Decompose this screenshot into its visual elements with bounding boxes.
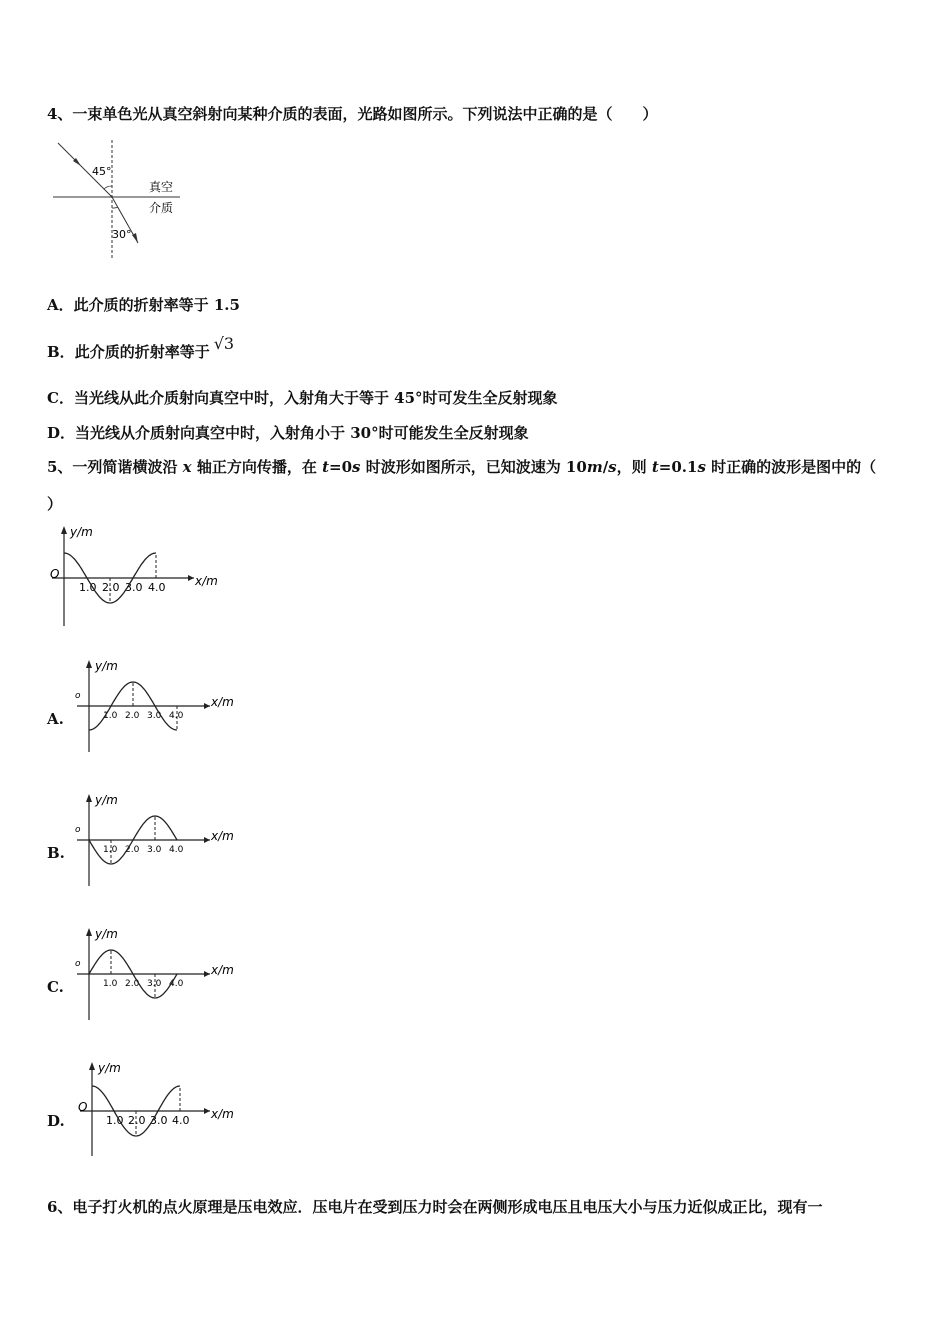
y-axis-label: y/m [70, 525, 93, 539]
y-axis-arrow-icon [61, 526, 67, 534]
y-axis-label: y/m [95, 659, 118, 673]
x-axis-arrow-icon [204, 703, 210, 709]
tick-label: 3.0 [147, 979, 162, 989]
option-text: 此介质的折射率等于 1.5 [73, 296, 240, 314]
angle-arc-bottom [112, 207, 118, 208]
q4-option-a[interactable] [47, 294, 240, 315]
q5-option-a-label[interactable]: A. [47, 710, 64, 728]
q4-option-c[interactable] [47, 387, 558, 408]
label-medium: 介质 [149, 201, 174, 215]
tick-label: 1.0 [103, 845, 118, 855]
tick-label: 2.0 [125, 979, 140, 989]
tick-label: 3.0 [125, 581, 143, 594]
tick-label: 2.0 [102, 581, 120, 594]
y-axis-label: y/m [95, 793, 118, 807]
angle-bottom-label: 30° [112, 228, 132, 241]
tick-label: 3.0 [147, 845, 162, 855]
option-text: 此介质的折射率等于 [74, 343, 210, 361]
tick-label: 3.0 [147, 711, 162, 721]
tick-label: 2.0 [125, 845, 140, 855]
refraction-diagram [48, 135, 188, 265]
tick-label: 1.0 [103, 711, 118, 721]
q4-stem: 4、一束单色光从真空斜射向某种介质的表面，光路如图所示。下列说法中正确的是（ ） [47, 105, 658, 123]
y-axis-label: y/m [95, 927, 118, 941]
tick-label: 1.0 [106, 1114, 124, 1127]
origin-label: O [78, 1100, 88, 1114]
wave-graph-t0 [44, 520, 218, 632]
sqrt3-math: √3 [213, 334, 235, 353]
y-axis-label: y/m [98, 1061, 121, 1075]
option-letter: D． [47, 424, 76, 442]
q5-stem: 5、一列简谐横波沿 x 轴正方向传播，在 t=0s 时波形如图所示，已知波速为 10m/s，则 t=0.1s 时正确的波形是图中的（ [47, 458, 877, 476]
option-letter: A． [47, 296, 74, 314]
x-axis-arrow-icon [204, 837, 210, 843]
tick-label: 1.0 [79, 581, 97, 594]
wave-graph-option-d[interactable] [72, 1056, 232, 1160]
y-axis-arrow-icon [86, 794, 92, 802]
tick-label: 2.0 [128, 1114, 146, 1127]
q4-option-d[interactable] [47, 422, 529, 443]
tick-label: 4.0 [169, 711, 184, 721]
origin-label: o [75, 691, 81, 701]
label-vacuum: 真空 [149, 180, 174, 194]
q5-option-c-label[interactable]: C. [47, 978, 64, 996]
x-axis-label: x/m [211, 695, 234, 709]
tick-label: 3.0 [150, 1114, 168, 1127]
x-axis-arrow-icon [204, 1108, 210, 1114]
tick-label: 4.0 [172, 1114, 190, 1127]
wave-graph-option-a[interactable] [72, 654, 232, 758]
angle-top-label: 45° [92, 165, 112, 178]
tick-label: 4.0 [169, 845, 184, 855]
origin-label: O [50, 567, 60, 581]
tick-label: 1.0 [103, 979, 118, 989]
option-text: 当光线从此介质射向真空中时，入射角大于等于 45°时可发生全反射现象 [73, 389, 558, 407]
y-axis-arrow-icon [89, 1062, 95, 1070]
x-axis-label: x/m [211, 829, 234, 843]
x-axis-label: x/m [211, 1107, 234, 1121]
tick-label: 4.0 [148, 581, 166, 594]
y-axis-arrow-icon [86, 928, 92, 936]
tick-label: 2.0 [125, 711, 140, 721]
option-letter: B． [47, 343, 75, 361]
x-axis-label: x/m [211, 963, 234, 977]
y-axis-arrow-icon [86, 660, 92, 668]
q5-stem-line2: ） [47, 495, 63, 513]
wave-graph-option-c[interactable] [72, 922, 232, 1026]
q6-stem: 6、电子打火机的点火原理是压电效应．压电片在受到压力时会在两侧形成电压且电压大小与压力近似成正比，现有一 [47, 1198, 823, 1216]
q5-option-b-label[interactable]: B. [47, 844, 65, 862]
x-axis-arrow-icon [204, 971, 210, 977]
wave-graph-option-b[interactable] [72, 788, 232, 892]
q5-option-d-label[interactable]: D. [47, 1112, 65, 1130]
q4-option-b[interactable] [47, 334, 235, 362]
angle-arc-top [104, 186, 112, 189]
option-text: 当光线从介质射向真空中时，入射角小于 30°时可能发生全反射现象 [75, 424, 529, 442]
origin-label: o [75, 825, 81, 835]
origin-label: o [75, 959, 81, 969]
tick-label: 4.0 [169, 979, 184, 989]
option-letter: C． [47, 389, 74, 407]
x-axis-label: x/m [195, 574, 218, 588]
x-axis-arrow-icon [188, 575, 194, 581]
